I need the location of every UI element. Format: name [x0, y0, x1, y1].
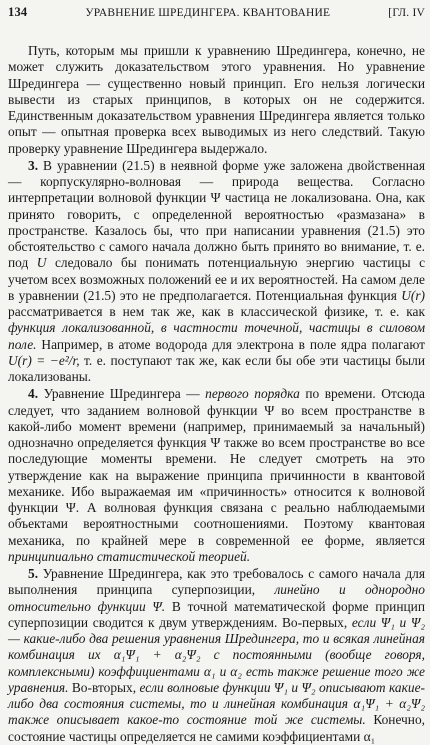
- paragraph-3: [8, 158, 425, 386]
- paragraph-4: [8, 386, 425, 565]
- paragraph-text: Во-вторых,: [68, 679, 140, 695]
- paragraph-5: [8, 566, 425, 745]
- running-header: [8, 5, 425, 23]
- paragraph-text: следовало бы понимать потенциальную энергию частицы с учетом всех возможных положений ее и их вероятностей. На самом деле в уравнении (21.5) это не предполагается. Потенциальная функция: [8, 255, 426, 303]
- emphasis-text: линейно и однородно относительно функции Ψ.: [8, 582, 425, 614]
- symbol-u: U: [36, 255, 47, 271]
- paragraph-text: Уравнение Шредингера —: [43, 386, 206, 402]
- paragraph-text: Например, в атоме водорода для электрона в поле ядра полагают: [36, 336, 425, 352]
- paragraph-text: по времени. Отсюда следует, что заданием волновой функции Ψ во всем пространстве в какой-либо момент времени (например, принимаемый за начальный) однозначно определяется функция Ψ также во всем пространстве во все последующие моменты времени. Не следует смотреть на это утверждение как на выражение принципа причинности в квантовой механике. Ибо выражаемая им «причинность» относится к волновой функции Ψ. А волновая функция связана с реально наблюдаемыми объектами вероятностными соотношениями. Поэтому квантовая механика, по крайней мере в современной ее форме, является: [8, 386, 425, 548]
- emphasis-text: принципиально статистической теорией.: [8, 548, 251, 564]
- paragraph-text: Конечно, состояние частицы определяется не самими коэффициентами α₁: [8, 712, 426, 744]
- formula-coulomb: U(r) = −e²/r,: [8, 352, 80, 368]
- emphasis-text: первого порядка: [205, 386, 300, 402]
- paragraph-intro: [8, 43, 425, 157]
- section-number: 5.: [28, 566, 39, 581]
- emphasis-text: если Ψ₁ и Ψ₂ — какие-либо два решения уравнения Шредингера, то и всякая линейная комбинация их α₁Ψ₁ + α₂Ψ₂ с постоянными (вообще говоря, комплексными) коэффициентами α₁ и α₂ есть также решение того же уравнения.: [8, 614, 425, 695]
- section-number: 3.: [28, 157, 39, 173]
- running-title: УРАВНЕНИЕ ШРЕДИНГЕРА. КВАНТОВАНИЕ: [85, 7, 331, 19]
- emphasis-text: функция локализованной, в частности точечной, частицы в силовом поле.: [8, 320, 425, 352]
- paragraph-intro-text: Путь, которым мы пришли к уравнению Шредингера, конечно, не может служить доказательством этого уравнения. Но уравнение Шредингера — существенно новый принцип. Его нельзя логически вывести из старых принципов, в которых он не содержится. Единственным доказательством уравнения Шредингера является только опыт — опытная проверка всех выводимых из него следствий. Такую проверку уравнение Шредингера выдержало.: [8, 43, 425, 156]
- body-text: [8, 43, 425, 745]
- paragraph-text: рассматривается в нем так же, как в классической физике, т. е. как: [8, 304, 425, 319]
- emphasis-text: если волновые функции Ψ₁ и Ψ₂ описывают какие-либо два состояния системы, то и линейная комбинация α₁Ψ₁ + α₂Ψ₂ также описывает какое-то состояние той же системы.: [8, 679, 425, 728]
- page-number: 134: [8, 5, 28, 19]
- paragraph-text: т. е. поступают так же, как если бы обе эти частицы были локализованы.: [8, 352, 425, 384]
- symbol-u-r: U(r): [401, 287, 425, 303]
- section-number: 4.: [28, 386, 39, 402]
- paragraph-text: В уравнении (21.5) в неявной форме уже заложена двойственная — корпускулярно-волновая — природа вещества. Согласно интерпретации волновой функции Ψ частица не локализована. Она, как принято говорить, с определенной вероятностью «размазана» в пространстве. Казалось бы, что при написании уравнения (21.5) это обстоятельство с самого начала должно быть принято во внимание, т. е. под: [8, 157, 425, 271]
- paragraph-text: В точной математической форме принцип суперпозиции сводится к двум утверждениям. Во-первых,: [8, 598, 425, 630]
- chapter-label: [ГЛ. IV: [388, 7, 425, 19]
- paragraph-text: Уравнение Шредингера, как это требовалось с самого начала для выполнения принципа суперпозиции,: [8, 566, 425, 598]
